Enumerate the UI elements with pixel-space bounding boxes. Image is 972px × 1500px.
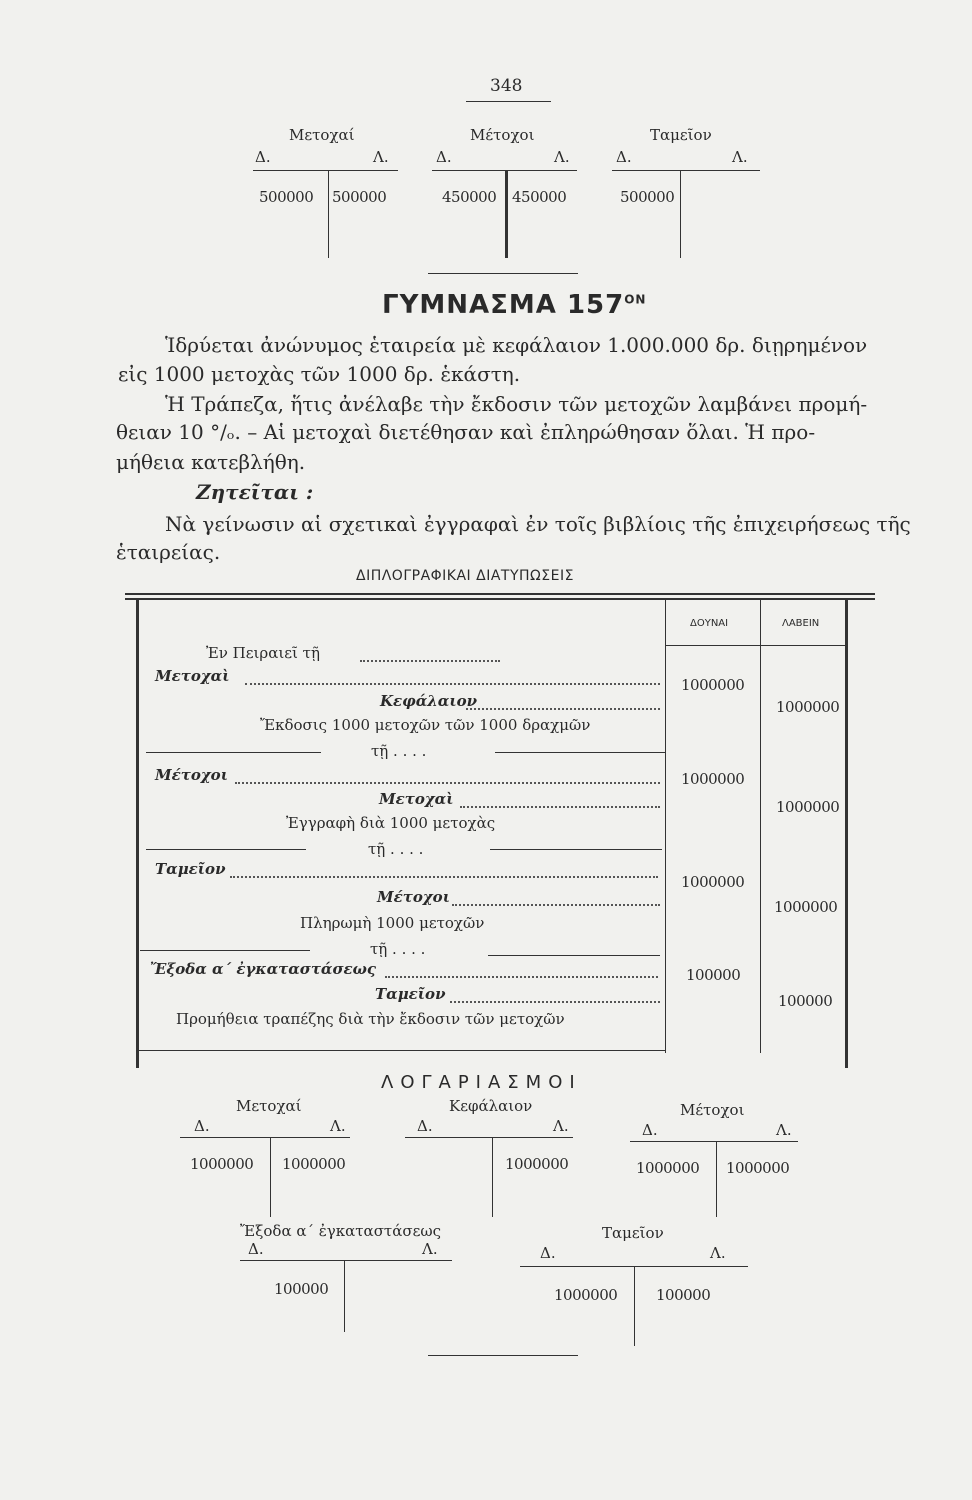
exercise-line-5: μήθεια κατεβλήθη. (116, 450, 306, 474)
entry2-date: τῇ . . . . (368, 840, 424, 858)
credit-value: 1000000 (505, 1155, 569, 1173)
entry2-debit-amount: 1000000 (681, 770, 745, 788)
debit-side-label: Δ. (194, 1117, 210, 1135)
entry2-explanation: Ἐγγραφὴ διὰ 1000 μετοχὰς (286, 814, 496, 832)
entry2-credit-account: Μετοχαὶ (379, 790, 454, 808)
account-title: Ἔξοδα α΄ ἐγκαταστάσεως (240, 1222, 441, 1240)
ledger-title: ΛΟΓΑΡΙΑΣΜΟΙ (381, 1072, 582, 1093)
entry4-credit-amount: 100000 (778, 992, 833, 1010)
entry3-debit-account: Ταμεῖον (155, 860, 226, 878)
credit-value: 450000 (512, 188, 567, 206)
exercise-heading-text: ΓΥΜΝΑΣΜΑ 157 (382, 290, 625, 320)
column-header-debit: ΔΟΥΝΑΙ (690, 618, 729, 629)
zeteitai-label: Ζητεῖται : (196, 480, 314, 504)
account-title: Μέτοχοι (680, 1101, 745, 1119)
debit-value: 500000 (259, 188, 314, 206)
account-title: Ταμεῖον (650, 126, 712, 144)
credit-side-label: Λ. (553, 1117, 569, 1135)
exercise-line-1: Ἱδρύεται ἀνώνυμος ἑταιρεία μὲ κεφάλαιον 1.000.000 δρ. διῃρημένον (165, 333, 868, 357)
page-number: 348 (490, 76, 523, 96)
account-title: Μέτοχοι (470, 126, 535, 144)
debit-value: 1000000 (636, 1159, 700, 1177)
credit-value: 100000 (656, 1286, 711, 1304)
debit-side-label: Δ. (417, 1117, 433, 1135)
credit-value: 1000000 (726, 1159, 790, 1177)
credit-side-label: Λ. (330, 1117, 346, 1135)
account-title: Ταμεῖον (602, 1224, 664, 1242)
ledger-account-kefalaion (405, 1097, 575, 1217)
exercise-line-3: Ἡ Τράπεζα, ἥτις ἀνέλαβε τὴν ἔκδοσιν τῶν μετοχῶν λαμβάνει προμή- (165, 392, 868, 416)
debit-side-label: Δ. (616, 148, 632, 166)
entry1-credit-amount: 1000000 (776, 698, 840, 716)
entry4-explanation: Προμήθεια τραπέζης διὰ τὴν ἔκδοσιν τῶν μετοχῶν (176, 1010, 565, 1028)
entry1-credit-account: Κεφάλαιον (380, 692, 478, 710)
account-title: Κεφάλαιον (449, 1097, 533, 1115)
task-line-1: Νὰ γείνωσιν αἱ σχετικαὶ ἐγγραφαὶ ἐν τοῖς βιβλίοις τῆς ἐπιχειρήσεως τῆς (165, 512, 911, 536)
account-title: Μετοχαί (289, 126, 355, 144)
page-number-rule (466, 101, 551, 102)
entry1-debit-account: Μετοχαὶ (155, 667, 230, 685)
task-line-2: ἑταιρείας. (116, 540, 221, 564)
debit-value: 450000 (442, 188, 497, 206)
t-account-metochai-top (253, 126, 403, 261)
t-account-tameion-top (612, 126, 762, 261)
debit-side-label: Δ. (642, 1121, 658, 1139)
debit-side-label: Δ. (255, 148, 271, 166)
ledger-account-tameion (520, 1224, 750, 1346)
credit-value: 1000000 (282, 1155, 346, 1173)
debit-side-label: Δ. (248, 1240, 264, 1258)
exercise-heading-sup: ΟΝ (624, 292, 647, 307)
account-title: Μετοχαί (236, 1097, 302, 1115)
entry1-date: τῇ . . . . (371, 742, 427, 760)
debit-value: 500000 (620, 188, 675, 206)
ledger-account-metochai (180, 1097, 350, 1217)
ledger-account-exoda (240, 1222, 455, 1332)
credit-value: 500000 (332, 188, 387, 206)
entry4-debit-account: Ἔξοδα α΄ ἐγκαταστάσεως (150, 960, 377, 978)
ledger-account-metochoi (630, 1097, 800, 1217)
credit-side-label: Λ. (422, 1240, 438, 1258)
exercise-line-4: θειαν 10 °/ₒ. – Αἱ μετοχαὶ διετέθησαν καὶ ἐπληρώθησαν ὅλαι. Ἡ προ- (116, 420, 816, 444)
entry1-explanation: Ἔκδοσις 1000 μετοχῶν τῶν 1000 δραχμῶν (260, 716, 591, 734)
credit-side-label: Λ. (710, 1244, 726, 1262)
column-header-credit: ΛΑΒΕΙΝ (782, 618, 820, 629)
entry2-credit-amount: 1000000 (776, 798, 840, 816)
t-account-metochoi-top (432, 126, 582, 261)
entry3-debit-amount: 1000000 (681, 873, 745, 891)
journal-title: ΔΙΠΛΟΓΡΑΦΙΚΑΙ ΔΙΑΤΥΠΩΣΕΙΣ (356, 568, 574, 584)
credit-side-label: Λ. (732, 148, 748, 166)
exercise-line-2: εἰς 1000 μετοχὰς τῶν 1000 δρ. ἑκάστη. (118, 362, 521, 386)
separator-rule (428, 273, 578, 274)
debit-value: 1000000 (554, 1286, 618, 1304)
credit-side-label: Λ. (554, 148, 570, 166)
credit-side-label: Λ. (776, 1121, 792, 1139)
credit-side-label: Λ. (373, 148, 389, 166)
debit-value: 100000 (274, 1280, 329, 1298)
exercise-heading (382, 290, 646, 320)
entry3-credit-amount: 1000000 (774, 898, 838, 916)
entry1-debit-amount: 1000000 (681, 676, 745, 694)
journal-place: Ἐν Πειραιεῖ τῇ (206, 644, 320, 662)
entry3-credit-account: Μέτοχοι (377, 888, 450, 906)
entry4-debit-amount: 100000 (686, 966, 741, 984)
entry2-debit-account: Μέτοχοι (155, 766, 228, 784)
debit-side-label: Δ. (436, 148, 452, 166)
debit-side-label: Δ. (540, 1244, 556, 1262)
entry3-date: τῇ . . . . (370, 940, 426, 958)
entry3-explanation: Πληρωμὴ 1000 μετοχῶν (300, 914, 485, 932)
bottom-separator-rule (428, 1355, 578, 1356)
entry4-credit-account: Ταμεῖον (375, 985, 446, 1003)
debit-value: 1000000 (190, 1155, 254, 1173)
